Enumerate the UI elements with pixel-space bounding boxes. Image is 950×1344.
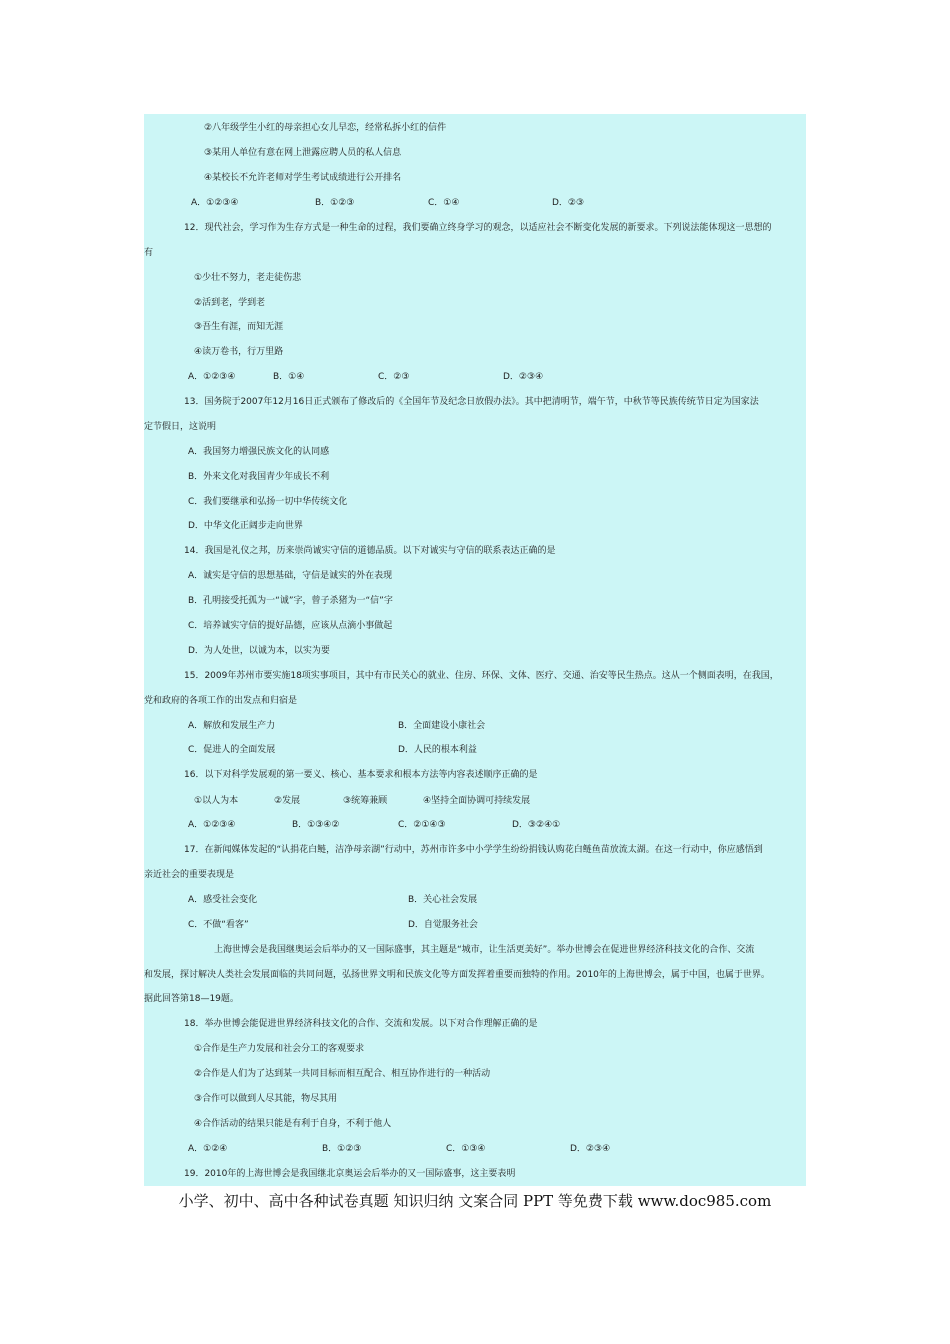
q18-option-b: B．①②③ bbox=[322, 1144, 362, 1154]
q13-option-c: C．我们要继承和弘扬一切中华传统文化 bbox=[188, 497, 348, 507]
q17-option-a: A．感受社会变化 bbox=[188, 895, 258, 905]
q16-option-a: A．①②③④ bbox=[188, 820, 236, 830]
q12-option-d: D．②③④ bbox=[503, 372, 544, 382]
passage-line-1: 上海世博会是我国继奥运会后举办的又一国际盛事，其主题是“城市，让生活更美好”。举办世博会在促进世界经济科技文化的合作、交流 bbox=[214, 945, 755, 955]
q16-statement-3: ③统筹兼顾 bbox=[343, 796, 388, 806]
q12-statement-3: ③吾生有涯，而知无涯 bbox=[194, 322, 284, 332]
q12-statement-1: ①少壮不努力，老走徒伤悲 bbox=[194, 273, 302, 283]
q18-stem: 18．举办世博会能促进世界经济科技文化的合作、交流和发展。以下对合作理解正确的是 bbox=[184, 1019, 538, 1029]
q11-option-b: B．①②③ bbox=[315, 198, 355, 208]
q14-option-b: B．孔明接受托孤为一“诚”字，曾子杀猪为一“信”字 bbox=[188, 596, 393, 606]
q17-stem: 17．在新闻媒体发起的“认捐花白鲢，洁净母亲湖”行动中，苏州市许多中小学学生纷纷捐钱认购花白鲢鱼苗放流太湖。在这一行动中，你应感悟到 bbox=[184, 845, 763, 855]
q15-option-c: C．促进人的全面发展 bbox=[188, 745, 276, 755]
q16-statement-2: ②发展 bbox=[274, 796, 301, 806]
q16-option-b: B．①③④② bbox=[292, 820, 340, 830]
q16-statement-1: ①以人为本 bbox=[194, 796, 239, 806]
q13-option-d: D．中华文化正阔步走向世界 bbox=[188, 521, 303, 531]
passage-line-3: 据此回答第18—19题。 bbox=[144, 994, 239, 1004]
q11-option-c: C．①④ bbox=[428, 198, 460, 208]
q18-option-c: C．①③④ bbox=[446, 1144, 486, 1154]
q15-option-b: B．全面建设小康社会 bbox=[398, 721, 486, 731]
q17-option-d: D．自觉服务社会 bbox=[408, 920, 478, 930]
q16-option-d: D．③②④① bbox=[512, 820, 561, 830]
q18-option-d: D．②③④ bbox=[570, 1144, 611, 1154]
q13-option-b: B．外来文化对我国青少年成长不利 bbox=[188, 472, 330, 482]
q13-stem-cont: 定节假日，这说明 bbox=[144, 422, 217, 432]
q16-option-c: C．②①④③ bbox=[398, 820, 446, 830]
q18-option-a: A．①②④ bbox=[188, 1144, 228, 1154]
q12-statement-4: ④读万卷书，行万里路 bbox=[194, 347, 284, 357]
q18-statement-1: ①合作是生产力发展和社会分工的客观要求 bbox=[194, 1044, 365, 1054]
q12-option-b: B．①④ bbox=[273, 372, 305, 382]
statement-2: ②八年级学生小红的母亲担心女儿早恋，经常私拆小红的信件 bbox=[204, 123, 447, 133]
q11-option-a: A．①②③④ bbox=[191, 198, 239, 208]
q13-stem: 13．国务院于2007年12月16日正式颁布了修改后的《全国年节及纪念日放假办法》。其中把清明节，端午节，中秋节等民族传统节日定为国家法 bbox=[184, 397, 759, 407]
q12-option-c: C．②③ bbox=[378, 372, 410, 382]
q15-stem-cont: 党和政府的各项工作的出发点和归宿是 bbox=[144, 696, 298, 706]
q12-stem: 12．现代社会，学习作为生存方式是一种生命的过程，我们要确立终身学习的观念，以适应社会不断变化发展的新要求。下列说法能体现这一思想的 bbox=[184, 223, 772, 233]
q16-statement-4: ④坚持全面协调可持续发展 bbox=[423, 796, 531, 806]
page-footer: 小学、初中、高中各种试卷真题 知识归纳 文案合同 PPT 等免费下载 www.doc985.com bbox=[178, 1192, 772, 1210]
q18-statement-4: ④合作活动的结果只能是有利于自身，不利于他人 bbox=[194, 1119, 392, 1129]
q19-stem: 19．2010年的上海世博会是我国继北京奥运会后举办的又一国际盛事，这主要表明 bbox=[184, 1169, 516, 1179]
q12-stem-cont: 有 bbox=[144, 248, 154, 258]
q15-stem: 15．2009年苏州市要实施18项实事项目，其中有市民关心的就业、住房、环保、文体、医疗、交通、治安等民生热点。这从一个侧面表明，在我国， bbox=[184, 671, 779, 681]
q14-option-c: C．培养诚实守信的提好品德，应该从点滴小事做起 bbox=[188, 621, 393, 631]
q18-statement-3: ③合作可以做到人尽其能，物尽其用 bbox=[194, 1094, 338, 1104]
q14-option-d: D．为人处世，以诚为本，以实为要 bbox=[188, 646, 330, 656]
q13-option-a: A．我国努力增强民族文化的认同感 bbox=[188, 447, 330, 457]
q14-stem: 14．我国是礼仪之邦，历来崇尚诚实守信的道德品质。以下对诚实与守信的联系表达正确的是 bbox=[184, 546, 556, 556]
q16-stem: 16．以下对科学发展观的第一要义、核心、基本要求和根本方法等内容表述顺序正确的是 bbox=[184, 770, 538, 780]
q12-statement-2: ②活到老，学到老 bbox=[194, 298, 266, 308]
q18-statement-2: ②合作是人们为了达到某一共同目标而相互配合、相互协作进行的一种活动 bbox=[194, 1069, 491, 1079]
q15-option-d: D．人民的根本利益 bbox=[398, 745, 477, 755]
q17-option-c: C．不做“看客” bbox=[188, 920, 249, 930]
q11-option-d: D．②③ bbox=[552, 198, 585, 208]
q12-option-a: A．①②③④ bbox=[188, 372, 236, 382]
statement-4: ④某校长不允许老师对学生考试成绩进行公开排名 bbox=[204, 173, 402, 183]
statement-3: ③某用人单位有意在网上泄露应聘人员的私人信息 bbox=[204, 148, 402, 158]
q15-option-a: A．解放和发展生产力 bbox=[188, 721, 276, 731]
passage-line-2: 和发展，探讨解决人类社会发展面临的共同问题，弘扬世界文明和民族文化等方面发挥着重要而独特的作用。2010年的上海世博会，属于中国，也属于世界。 bbox=[144, 970, 770, 980]
q14-option-a: A．诚实是守信的思想基础，守信是诚实的外在表现 bbox=[188, 571, 393, 581]
q17-option-b: B．关心社会发展 bbox=[408, 895, 478, 905]
q17-stem-cont: 亲近社会的重要表现是 bbox=[144, 870, 235, 880]
